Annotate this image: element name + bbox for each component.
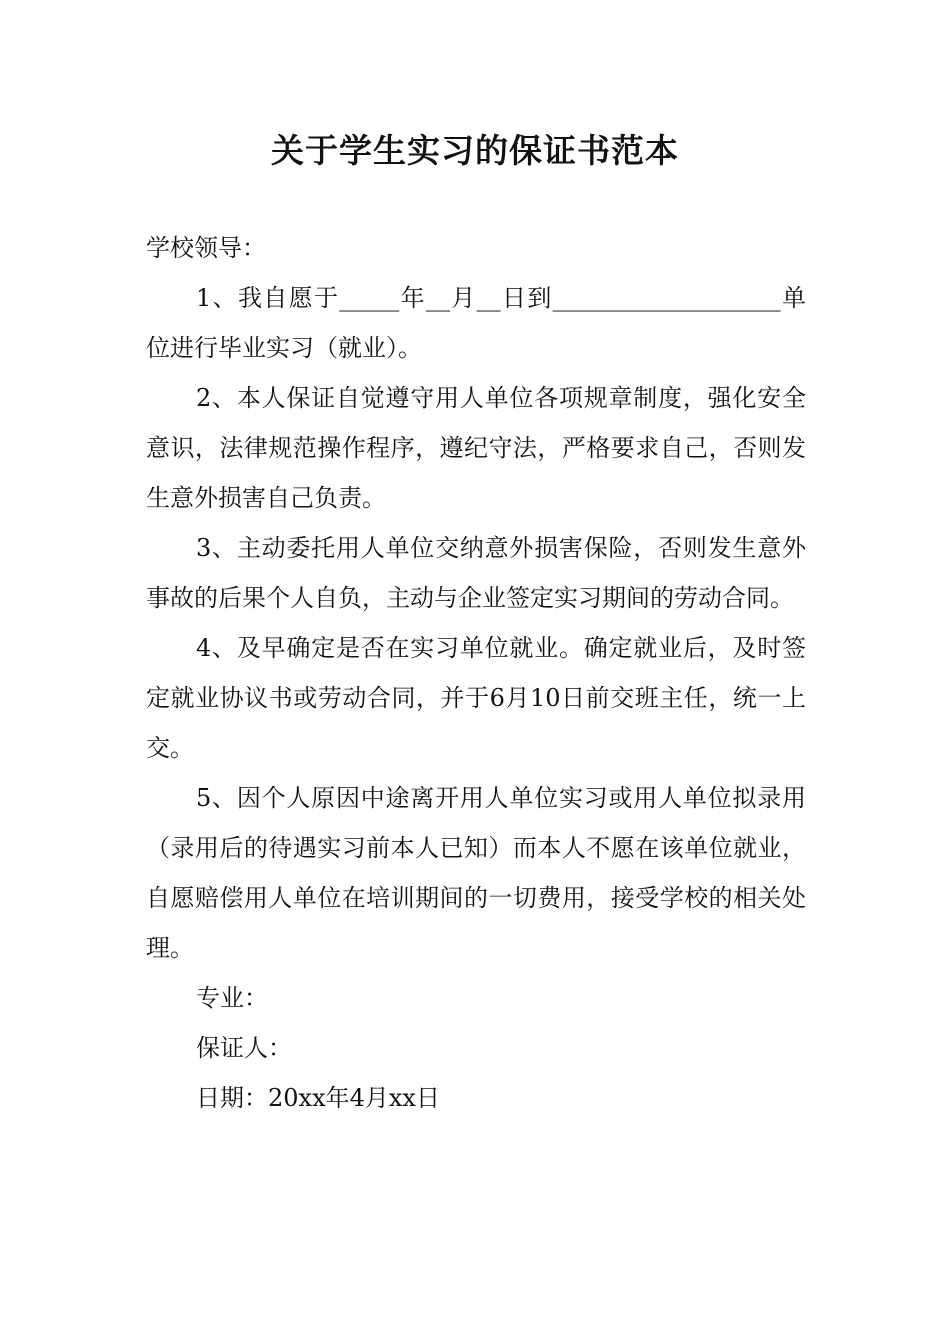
signature-block [146, 973, 806, 1123]
paragraph-4: 4、及早确定是否在实习单位就业。确定就业后，及时签定就业协议书或劳动合同，并于6月10日前交班主任，统一上交。 [146, 634, 806, 762]
document-title: 关于学生实习的保证书范本 [271, 131, 679, 170]
paragraph-5: 5、因个人原因中途离开用人单位实习或用人单位拟录用（录用后的待遇实习前本人已知）而本人不愿在该单位就业，自愿赔偿用人单位在培训期间的一切费用，接受学校的相关处理。 [146, 784, 806, 962]
paragraph-2: 2、本人保证自觉遵守用人单位各项规章制度，强化安全意识，法律规范操作程序，遵纪守法，严格要求自己，否则发生意外损害自己负责。 [146, 384, 806, 512]
paragraph-1: 1、我自愿于_____年__月__日到___________________单位进行毕业实习（就业）。 [146, 284, 806, 362]
major-label: 专业： [196, 984, 268, 1012]
document-body [146, 223, 806, 1123]
guarantor-label: 保证人： [196, 1034, 292, 1062]
salutation: 学校领导： [146, 234, 266, 262]
paragraph-3: 3、主动委托用人单位交纳意外损害保险，否则发生意外事故的后果个人自负，主动与企业签定实习期间的劳动合同。 [146, 534, 806, 612]
date-line: 日期：20xx年4月xx日 [196, 1084, 440, 1112]
